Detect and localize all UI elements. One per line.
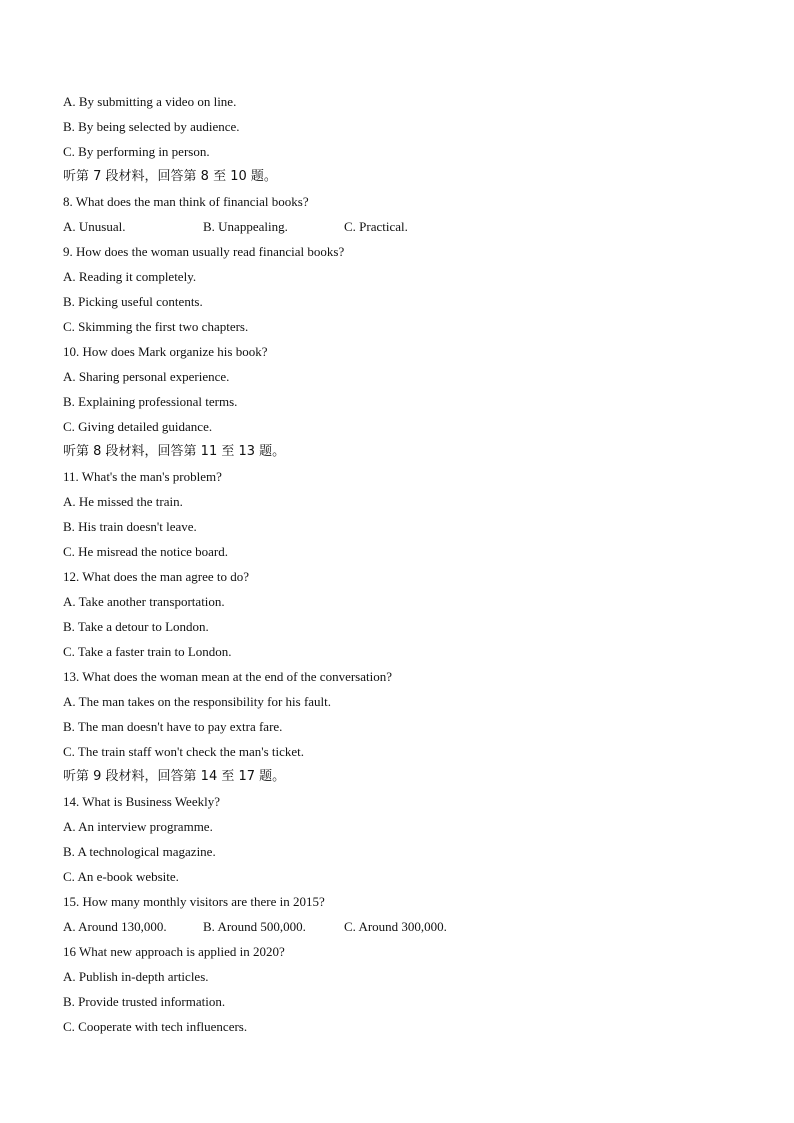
question-line: 16 What new approach is applied in 2020?: [63, 944, 285, 959]
option-line: C. He misread the notice board.: [63, 544, 228, 559]
question-line: 13. What does the woman mean at the end of the conversation?: [63, 669, 392, 684]
option-line: C. The train staff won't check the man's ticket.: [63, 744, 305, 759]
question-line: 10. How does Mark organize his book?: [63, 344, 268, 359]
option-line: B. Explaining professional terms.: [63, 394, 238, 409]
option-line: A. Publish in-depth articles.: [63, 969, 209, 984]
option-a: A. Unusual.: [63, 219, 126, 234]
option-line: A. An interview programme.: [63, 819, 213, 834]
option-line: B. The man doesn't have to pay extra fare.: [63, 719, 283, 734]
option-c: C. Practical.: [344, 219, 408, 234]
option-line: B. By being selected by audience.: [63, 119, 240, 134]
option-line: B. His train doesn't leave.: [63, 519, 197, 534]
option-line: A. Reading it completely.: [63, 269, 197, 284]
option-line: B. Provide trusted information.: [63, 994, 226, 1009]
option-b: B. Unappealing.: [203, 219, 288, 234]
option-line: B. A technological magazine.: [63, 844, 216, 859]
question-line: 14. What is Business Weekly?: [63, 794, 220, 809]
option-b: B. Around 500,000.: [203, 919, 306, 934]
option-line: B. Picking useful contents.: [63, 294, 203, 309]
question-line: 8. What does the man think of financial books?: [63, 194, 309, 209]
inline-options: [63, 214, 743, 239]
option-line: C. Giving detailed guidance.: [63, 419, 213, 434]
option-line: A. The man takes on the responsibility for his fault.: [63, 694, 332, 709]
inline-options: [63, 914, 743, 939]
exam-page: [63, 89, 743, 1039]
question-line: 15. How many monthly visitors are there in 2015?: [63, 894, 325, 909]
option-line: C. Cooperate with tech influencers.: [63, 1019, 248, 1034]
option-line: C. Take a faster train to London.: [63, 644, 232, 659]
option-line: C. Skimming the first two chapters.: [63, 319, 249, 334]
section-heading: 听第 9 段材料，回答第 14 至 17 题。: [63, 769, 286, 784]
option-line: A. Sharing personal experience.: [63, 369, 230, 384]
option-c: C. Around 300,000.: [344, 919, 447, 934]
option-line: B. Take a detour to London.: [63, 619, 209, 634]
option-line: A. Take another transportation.: [63, 594, 225, 609]
section-heading: 听第 7 段材料，回答第 8 至 10 题。: [63, 169, 277, 184]
option-a: A. Around 130,000.: [63, 919, 167, 934]
option-line: A. He missed the train.: [63, 494, 183, 509]
option-line: C. An e-book website.: [63, 869, 179, 884]
question-line: 9. How does the woman usually read financial books?: [63, 244, 345, 259]
question-line: 11. What's the man's problem?: [63, 469, 222, 484]
option-line: C. By performing in person.: [63, 144, 210, 159]
option-line: A. By submitting a video on line.: [63, 94, 237, 109]
question-line: 12. What does the man agree to do?: [63, 569, 250, 584]
section-heading: 听第 8 段材料，回答第 11 至 13 题。: [63, 444, 286, 459]
